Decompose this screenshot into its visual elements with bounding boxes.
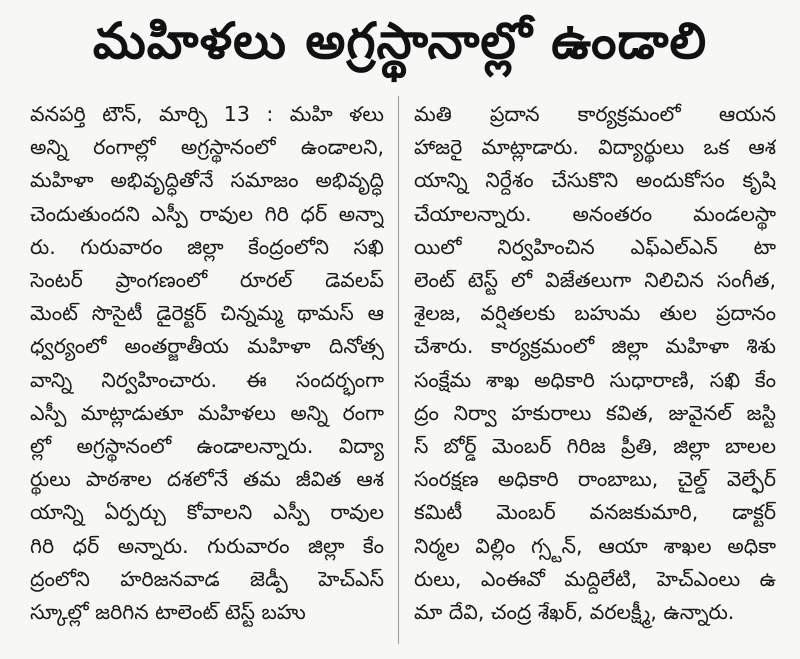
headline: మహిళలు అగ్రస్థానాల్లో ఉండాలి xyxy=(92,12,708,70)
article-line: గిరి ధర్ అన్నారు. గురువారం జిల్లా కేం xyxy=(30,533,384,558)
article-line: వాన్ని నిర్వహించారు. ఈ సందర్భంగా xyxy=(30,367,384,392)
article-line: సంక్షేమ శాఖ అధికారి సుధారాణి, సఖి కేం xyxy=(414,367,776,392)
article-line: ద్రంలోని హరిజనవాడ జెడ్పీ హెచ్ఎస్ xyxy=(30,566,384,591)
article-line: సంరక్షణ అధికారి రాంబాబు, చైల్డ్ వెల్ఫేర్ xyxy=(414,467,776,492)
article-line: యాన్ని ఏర్పర్చు కోవాలని ఎస్పీ రావుల xyxy=(30,500,384,525)
article-line: వనపర్తి టౌన్, మార్చి 13 : మహి ళలు xyxy=(30,102,384,126)
article-line: చేశారు. కార్యక్రమంలో జిల్లా మహిళా శిశు xyxy=(414,334,776,359)
article-line: సెంటర్ ప్రాంగణంలో రూరల్ డెవలప్ xyxy=(30,268,384,293)
column-divider xyxy=(398,96,399,644)
article-line: యిలో నిర్వహించిన ఎఫ్ఎల్ఎన్ టా xyxy=(414,234,776,259)
article-line: యాన్ని నిర్దేశం చేసుకొని అందుకోసం కృషి xyxy=(414,168,776,193)
article-line: ల్లో అగ్రస్థానంలో ఉండాలన్నారు. విద్యా xyxy=(30,434,384,459)
article-line: స్ బోర్డ్ మెంబర్ గిరిజ ప్రీతి, జిల్లా బాలల xyxy=(414,434,776,459)
article-line: మెంట్ సొసైటీ డైరెక్టర్ చిన్నమ్మ థామస్ ఆ xyxy=(30,301,384,326)
article-line: అన్ని రంగాల్లో అగ్రస్థానంలో ఉండాలని, xyxy=(30,135,384,160)
article-line: మహిళా అభివృద్ధితోనే సమాజం అభివృద్ధి xyxy=(30,168,384,193)
article-line: ద్రం నిర్వా హకురాలు కవిత, జువైనల్ జస్టి xyxy=(414,400,776,425)
article-line: రులు, ఎంఈవో మద్దిలేటి, హెచ్ఎంలు ఉ xyxy=(414,566,776,591)
article-line: హాజరై మాట్లాడారు. విద్యార్థులు ఒక ఆశ xyxy=(414,135,776,160)
article-line: మా దేవి, చంద్ర శేఖర్, వరలక్ష్మీ, ఉన్నారు. xyxy=(414,600,735,625)
article-line: చేయాలన్నారు. అనంతరం మండలస్థా xyxy=(414,201,776,226)
article-line: మతి ప్రదాన కార్యక్రమంలో ఆయన xyxy=(414,102,776,126)
article-line: రు. గురువారం జిల్లా కేంద్రంలోని సఖి xyxy=(30,234,384,259)
article-line: నిర్మల విల్లిం గ్స్టన్, ఆయా శాఖల అధికా xyxy=(414,533,776,558)
article-line: చెందుతుందని ఎస్పీ రావుల గిరి ధర్ అన్నా xyxy=(30,201,384,226)
article-column-left xyxy=(30,98,384,629)
article-line: స్కూల్లో జరిగిన టాలెంట్ టెస్ట్ బహు xyxy=(30,600,306,625)
article-column-right xyxy=(414,98,776,629)
article-line: లెంట్ టెస్ట్ లో విజేతలుగా నిలిచిన సంగీత, xyxy=(414,268,776,293)
article-line: కమిటీ మెంబర్ వనజకుమారి, డాక్టర్ xyxy=(414,500,776,525)
article-line: శైలజ, వర్షితలకు బహుమ తుల ప్రదానం xyxy=(414,301,776,326)
article-line: ర్థులు పాఠశాల దశలోనే తమ జీవిత ఆశ xyxy=(30,467,384,492)
article-line: ఎస్పీ మాట్లాడుతూ మహిళలు అన్ని రంగా xyxy=(30,400,384,425)
article-line: ధ్వర్యంలో అంతర్జాతీయ మహిళా దినోత్స xyxy=(30,334,384,359)
